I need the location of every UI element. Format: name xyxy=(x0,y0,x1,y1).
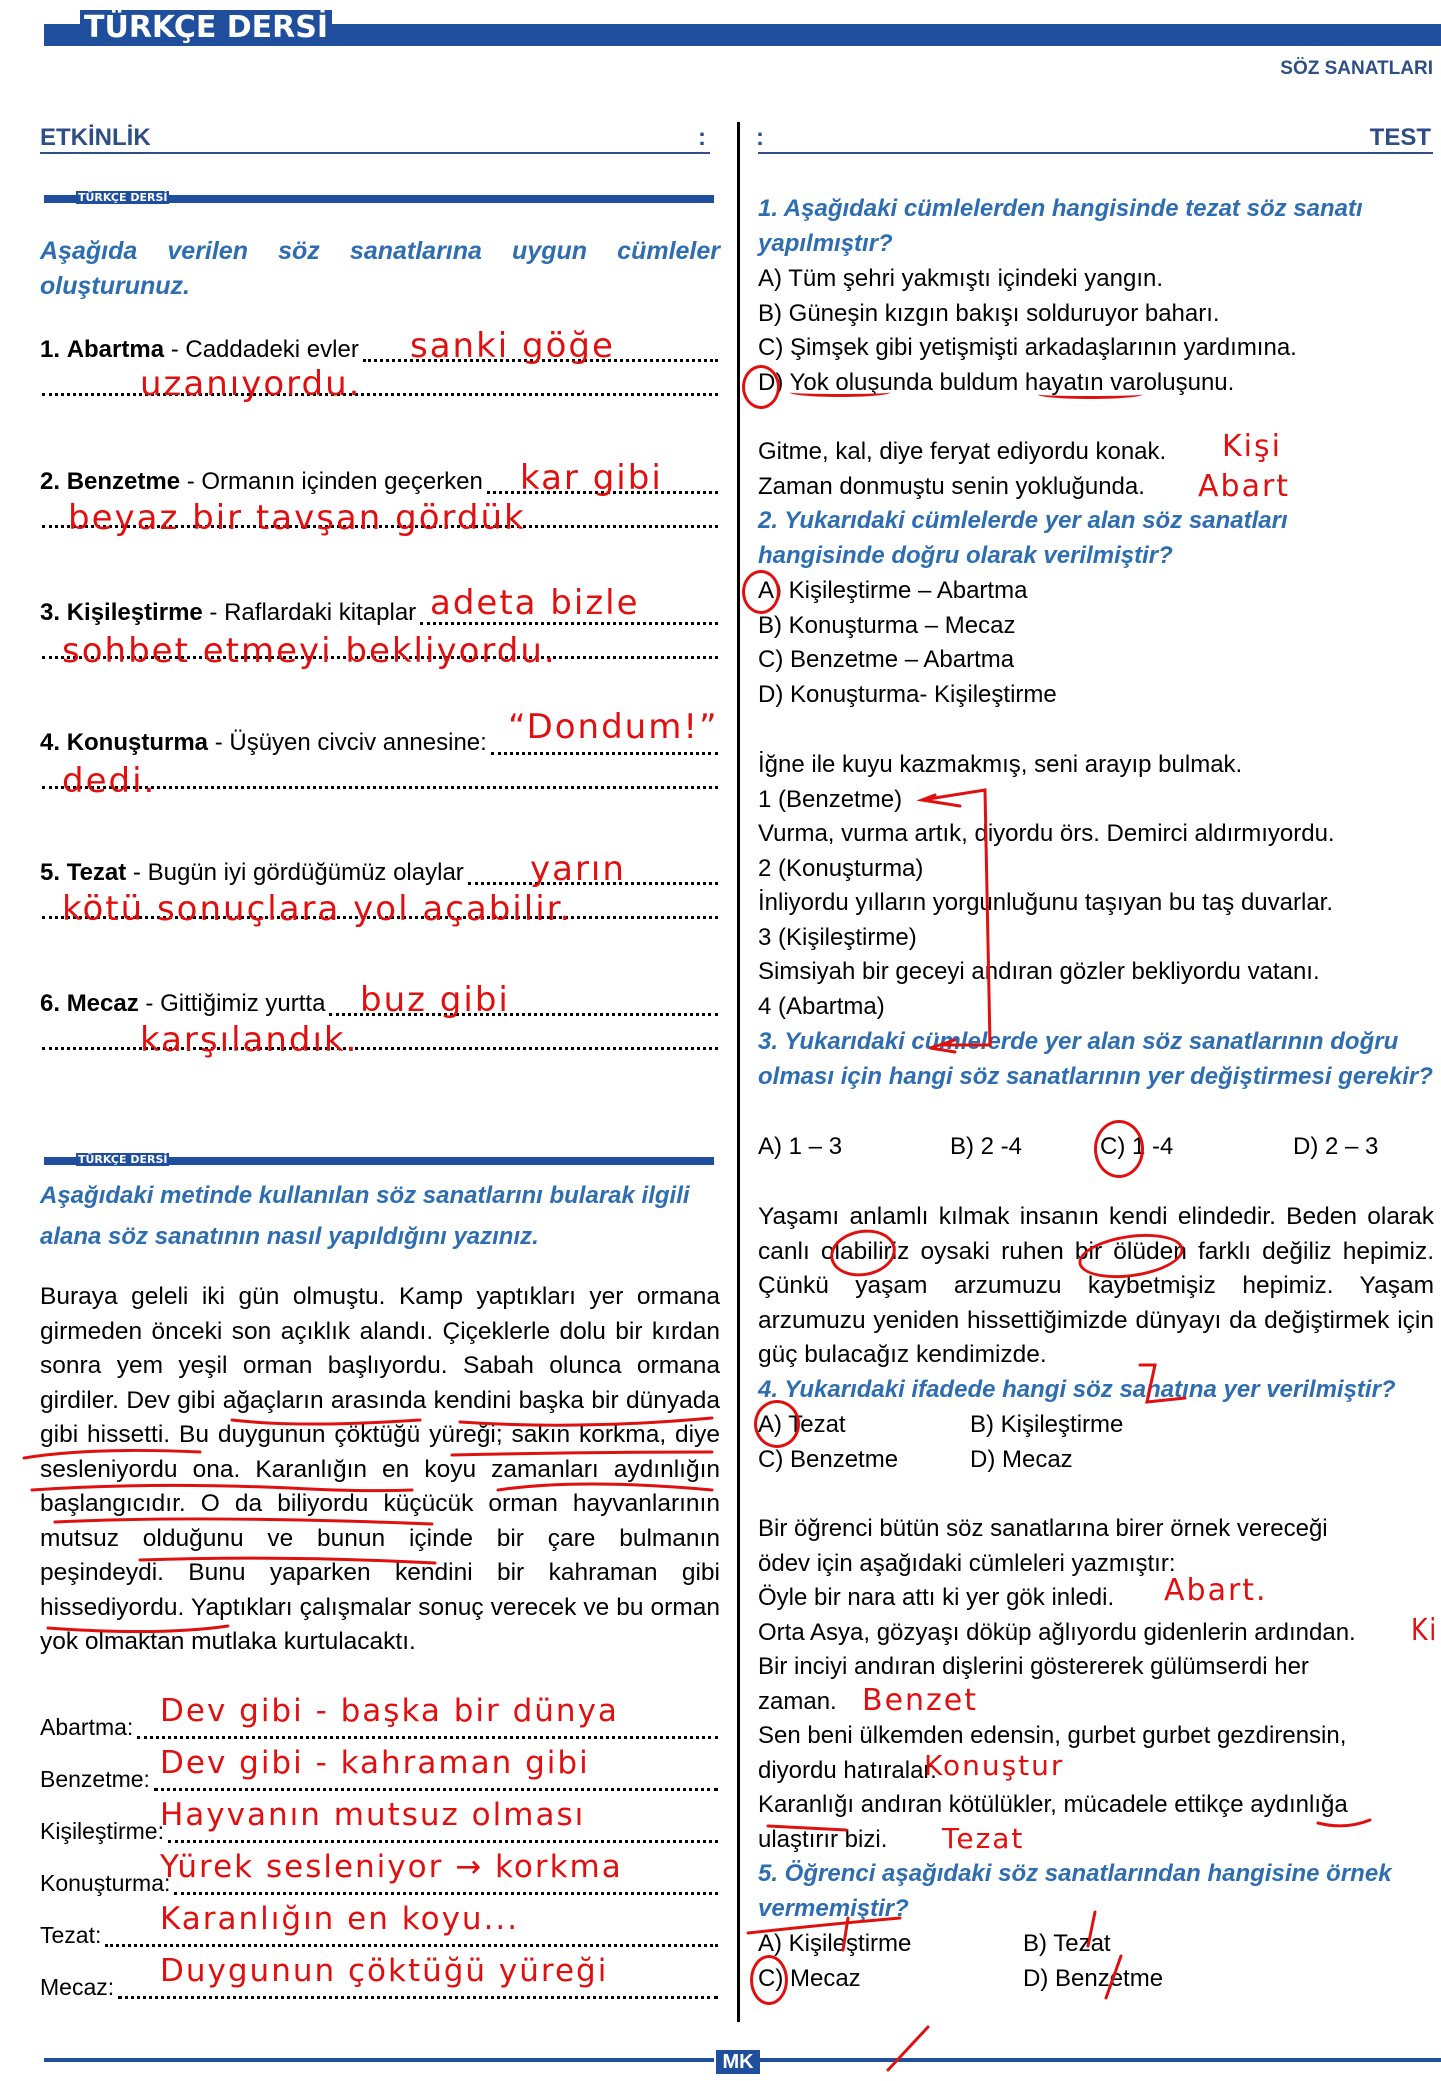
q1-option-a[interactable]: A) Tüm şehri yakmıştı içindeki yangın. xyxy=(758,265,1164,292)
q5-underline-aydinliga xyxy=(1318,1820,1370,1826)
q5-tick-d xyxy=(1106,1956,1121,1998)
q5-stem-line: ödev için aşağıdaki cümleleri yazmıştır: xyxy=(758,1550,1176,1577)
handwritten-answer: Hayvanın mutsuz olması xyxy=(160,1797,586,1833)
mini-banner-title-2: TÜRKÇE DERSİ xyxy=(78,1153,168,1166)
q5-stem-line: Sen beni ülkemden edensin, gurbet gurbet gezdirensin, xyxy=(758,1722,1347,1749)
handwritten-answer: beyaz bir tavşan gördük xyxy=(68,498,526,538)
q5-tick-b xyxy=(1088,1912,1095,1946)
item-prompt: Raflardaki kitaplar xyxy=(224,599,417,626)
right-colon: : xyxy=(756,124,764,151)
q5-underline xyxy=(748,1918,900,1933)
q5-stem-line: Karanlığı andıran kötülükler, mücadele ettikçe aydınlığa xyxy=(758,1791,1348,1818)
activity2-instruction: Aşağıdaki metinde kullanılan söz sanatlarını bularak ilgili alana söz sanatının nasıl yapıldığını yazınız. xyxy=(40,1182,690,1250)
hw-note-q5-4: Konuştur xyxy=(924,1749,1065,1782)
q3-option-d[interactable]: D) 2 – 3 xyxy=(1293,1133,1379,1160)
item-separator: - xyxy=(202,599,225,626)
q3-option-b[interactable]: B) 2 -4 xyxy=(950,1133,1023,1160)
q5-stem-line: Öyle bir nara attı ki yer gök inledi. xyxy=(758,1584,1115,1611)
item-term: 6. xyxy=(40,990,61,1017)
q4-option-a[interactable]: A) Tezat xyxy=(758,1411,846,1438)
handwritten-answer: karşılandık. xyxy=(140,1020,359,1060)
q4-stem: Yaşamı anlamlı kılmak insanın kendi elindedir. Beden olarak canlı olabiliriz oysaki ruhen bir ölüden farklı değiliz hepimiz. Çünkü yaşam arzumuzu kaybetmişiz hepimiz. Yaşam arzumuzu yeniden hissettiğimizde dünyayı da değiştirmek için güç bulacağız kendimizde. xyxy=(758,1203,1434,1368)
q5-stem-line: Bir öğrenci bütün söz sanatlarına birer örnek vereceği xyxy=(758,1515,1328,1542)
hw-note-q2-1: Kişi xyxy=(1222,429,1282,464)
handwritten-answer: Yürek sesleniyor → korkma xyxy=(160,1849,623,1885)
item-separator: - xyxy=(164,336,186,363)
q4-z-mark xyxy=(1140,1365,1185,1402)
q3-stem-line: 1 (Benzetme) xyxy=(758,786,903,813)
passage-underline-5 xyxy=(32,1485,412,1490)
q3-stem-line: İğne ile kuyu kazmakmış, seni arayıp bulmak. xyxy=(758,751,1243,778)
hw-note-q2-2: Abart xyxy=(1198,469,1291,504)
passage-underline-6 xyxy=(498,1484,712,1490)
q4-question: 4. Yukarıdaki ifadede hangi söz sanatına yer verilmiştir? xyxy=(758,1376,1396,1403)
answer-label: Tezat: xyxy=(40,1922,102,1948)
item-term: 2. xyxy=(40,468,61,495)
item-term-name: Benzetme xyxy=(66,468,181,495)
item-term: 4. xyxy=(40,729,61,756)
q5-stem-line: Bir inciyi andıran dişlerini göstererek gülümserdi her xyxy=(758,1653,1309,1680)
q3-stem-line: 2 (Konuşturma) xyxy=(758,855,924,882)
q2-option-d[interactable]: D) Konuşturma- Kişileştirme xyxy=(758,681,1057,708)
q5-stem-line: zaman. xyxy=(758,1688,837,1715)
item-separator: - xyxy=(208,729,230,756)
q2-stem-line-1: Gitme, kal, diye feryat ediyordu konak. xyxy=(758,438,1167,465)
q5-stem-line: Orta Asya, gözyaşı döküp ağlıyordu gidenlerin ardından. xyxy=(758,1619,1356,1646)
answer-label: Mecaz: xyxy=(40,1974,115,2000)
passage-underline-1 xyxy=(232,1420,420,1424)
item-term-name: Konuşturma xyxy=(66,729,209,756)
q5-underline-karanligi xyxy=(768,1826,846,1830)
q5-option-b[interactable]: B) Tezat xyxy=(1023,1930,1111,1957)
item-separator: - xyxy=(180,468,202,495)
item-term: 1. xyxy=(40,336,61,363)
item-term-name: Kişileştirme xyxy=(66,599,203,626)
answer-label: Abartma: xyxy=(40,1714,134,1740)
q4-option-c[interactable]: C) Benzetme xyxy=(758,1446,899,1473)
handwritten-answer: uzanıyordu. xyxy=(140,364,362,404)
q4-option-b[interactable]: B) Kişileştirme xyxy=(970,1411,1124,1438)
item-term: 5. xyxy=(40,859,61,886)
handwritten-answer: sohbet etmeyi bekliyordu. xyxy=(62,631,557,671)
hw-note-q5-2: Ki xyxy=(1411,1613,1438,1648)
q3-bracket-stroke xyxy=(922,790,990,1045)
handwritten-answer: Dev gibi - kahraman gibi xyxy=(160,1745,590,1781)
item-separator: - xyxy=(138,990,161,1017)
etkinlik-heading: ETKİNLİK xyxy=(40,124,151,151)
footer-check xyxy=(888,2027,928,2070)
answer-label: Benzetme: xyxy=(40,1766,150,1792)
handwritten-answer: yarın xyxy=(530,849,626,889)
q2-stem-line-2: Zaman donmuştu senin yokluğunda. xyxy=(758,473,1145,500)
handwritten-answer: dedi. xyxy=(62,761,157,801)
passage-underline-8 xyxy=(140,1558,435,1563)
test-heading: TEST xyxy=(1369,124,1431,151)
item-prompt: Ormanın içinden geçerken xyxy=(201,468,483,495)
handwritten-answer: kötü sonuçlara yol açabilir. xyxy=(62,889,573,929)
item-term-name: Mecaz xyxy=(66,990,139,1017)
q1-question: 1. Aşağıdaki cümlelerden hangisinde tezat söz sanatı yapılmıştır? xyxy=(758,195,1363,257)
q4-option-d[interactable]: D) Mecaz xyxy=(970,1446,1073,1473)
q1-option-c[interactable]: C) Şimşek gibi yetişmişti arkadaşlarının yardımına. xyxy=(758,334,1297,361)
q2-option-c[interactable]: C) Benzetme – Abartma xyxy=(758,646,1015,673)
left-colon: : xyxy=(698,124,706,151)
handwritten-answer: buz gibi xyxy=(360,980,510,1020)
q3-stem-line: 4 (Abartma) xyxy=(758,993,885,1020)
subject-title: SÖZ SANATLARI xyxy=(1280,58,1433,79)
item-prompt: Bugün iyi gördüğümüz olaylar xyxy=(147,859,464,886)
item-prompt: Caddadeki evler xyxy=(185,336,359,363)
q3-stem-line: Simsiyah bir geceyi andıran gözler bekliyordu vatanı. xyxy=(758,958,1320,985)
q5-option-c[interactable]: C) Mecaz xyxy=(758,1965,861,1992)
passage-underline-2 xyxy=(460,1418,712,1425)
q3-option-c[interactable]: C) 1 -4 xyxy=(1100,1133,1174,1160)
item-term-name: Tezat xyxy=(66,859,127,886)
handwritten-answer: sanki göğe xyxy=(410,326,615,366)
item-prompt: Üşüyen civciv annesine: xyxy=(229,729,487,756)
q3-option-a[interactable]: A) 1 – 3 xyxy=(758,1133,843,1160)
handwritten-answer: “Dondum!” xyxy=(508,707,719,747)
footer-badge: MK xyxy=(716,2050,760,2074)
q5-stem-line: diyordu hatıralar. xyxy=(758,1757,937,1784)
q5-question: 5. Öğrenci aşağıdaki söz sanatlarından hangisine örnek vermemiştir? xyxy=(758,1860,1392,1922)
handwritten-answer: kar gibi xyxy=(520,458,663,498)
hw-note-q5-3: Benzet xyxy=(862,1683,979,1718)
q1-option-d[interactable]: D) Yok oluşunda buldum hayatın varoluşunu. xyxy=(758,369,1235,396)
activity2-passage: Buraya geleli iki gün olmuştu. Kamp yaptıkları yer ormana girmeden önceki son açıklık alandı. Çiçeklerle dolu bir kırdan sonra yem yeşil orman başlıyordu. Sabah olunca ormana girdiler. Dev gibi ağaçların arasında kendini başka bir dünyada gibi hissetti. Bu duygunun çöktüğü yüreği; sakın korkma, diye sesleniyordu ona. Karanlığın en koyu zamanları aydınlığın başlangıcıdır. O da biliyordu küçücük orman hayvanlarının mutsuz olduğunu ve bunun içinde bir çare bulmanın peşindeydi. Bunu yaparken kendini bir kahraman gibi hissediyordu. Yaptıkları çalışmalar sonuç verecek ve bu orman yok olmaktan mutlaka kurtulacaktı. xyxy=(40,1283,720,1655)
answer-label: Kişileştirme: xyxy=(40,1818,164,1844)
q3-question: 3. Yukarıdaki cümlelerde yer alan söz sanatlarının doğru olması için hangi söz sanatlarının yer değiştirmesi gerekir? xyxy=(758,1028,1433,1090)
q2-option-b[interactable]: B) Konuşturma – Mecaz xyxy=(758,612,1016,639)
passage-underline-4 xyxy=(452,1452,712,1455)
handwritten-answer: adeta bizle xyxy=(430,583,640,623)
item-prompt: Gittiğimiz yurtta xyxy=(160,990,326,1017)
q5-option-d[interactable]: D) Benzetme xyxy=(1023,1965,1164,1992)
activity1-instruction: Aşağıda verilen söz sanatlarına uygun cümleler oluşturunuz. xyxy=(40,237,720,300)
item-term: 3. xyxy=(40,599,61,626)
q2-option-a[interactable]: A) Kişileştirme – Abartma xyxy=(758,577,1028,604)
passage-underline-7 xyxy=(55,1519,432,1524)
passage-underline-9 xyxy=(48,1626,228,1632)
q5-option-a[interactable]: A) Kişileştirme xyxy=(758,1930,912,1957)
q3-stem-line: Vurma, vurma artık, diyordu örs. Demirci aldırmıyordu. xyxy=(758,820,1335,847)
q1-option-b[interactable]: B) Güneşin kızgın bakışı solduruyor baharı. xyxy=(758,300,1220,327)
q3-stem-line: 3 (Kişileştirme) xyxy=(758,924,917,951)
item-separator: - xyxy=(126,859,148,886)
handwritten-answer: Karanlığın en koyu... xyxy=(160,1901,520,1937)
banner-title: TÜRKÇE DERSİ xyxy=(80,10,332,46)
item-term-name: Abartma xyxy=(66,336,165,363)
hw-note-q5-1: Abart. xyxy=(1164,1573,1268,1608)
handwritten-answer: Dev gibi - başka bir dünya xyxy=(160,1693,619,1729)
mini-banner-title-1: TÜRKÇE DERSİ xyxy=(78,191,168,204)
q2-question: 2. Yukarıdaki cümlelerde yer alan söz sanatları hangisinde doğru olarak verilmiştir? xyxy=(758,507,1288,569)
answer-label: Konuşturma: xyxy=(40,1870,171,1896)
handwritten-answer: Duygunun çöktüğü yüreği xyxy=(160,1953,609,1989)
passage-underline-3 xyxy=(24,1450,200,1458)
hw-note-q5-5: Tezat xyxy=(942,1822,1025,1855)
q3-stem-line: İnliyordu yılların yorgunluğunu taşıyan bu taş duvarlar. xyxy=(758,889,1334,916)
q5-stem-line: ulaştırır bizi. xyxy=(758,1826,888,1853)
